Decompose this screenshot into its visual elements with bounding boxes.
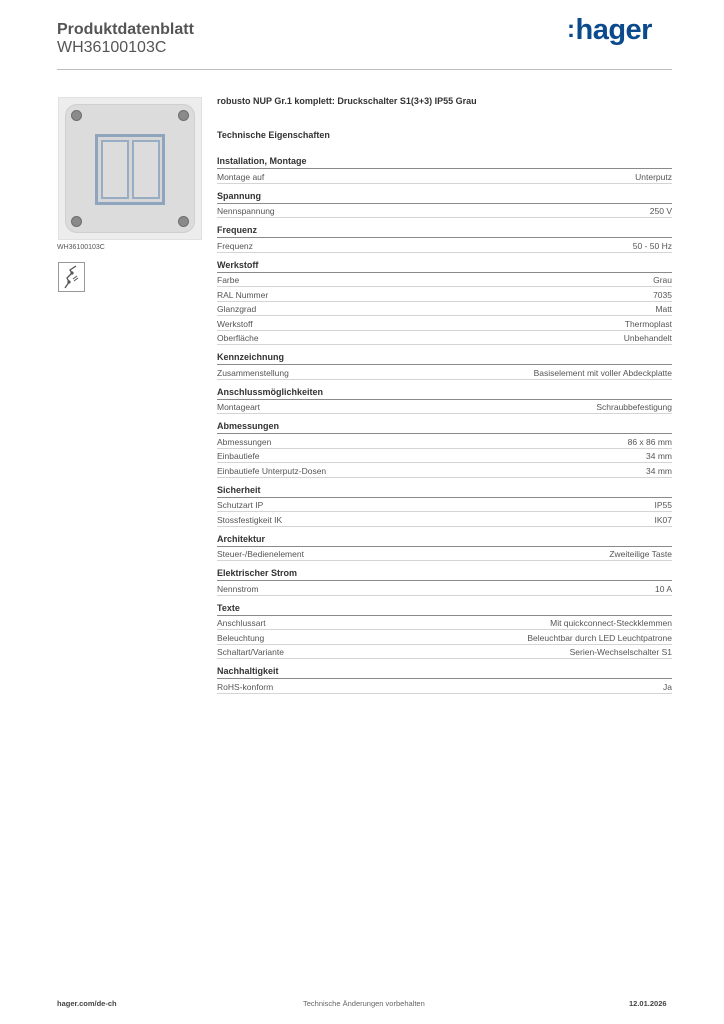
property-value: IP55 — [654, 500, 672, 510]
property-row — [217, 316, 672, 331]
switch-symbol-icon — [58, 262, 85, 292]
page-title: Produktdatenblatt — [57, 21, 194, 38]
property-section — [217, 190, 672, 219]
section-heading: Anschlussmöglichkeiten — [217, 386, 672, 400]
property-label: Einbautiefe — [217, 451, 260, 461]
property-label: Beleuchtung — [217, 632, 265, 643]
property-row — [217, 616, 672, 631]
property-value: 34 mm — [646, 465, 672, 476]
property-row — [217, 331, 672, 346]
property-row — [217, 498, 672, 513]
property-value: Basiselement mit voller Abdeckplatte — [533, 367, 672, 378]
property-label: Montage auf — [217, 171, 265, 182]
property-value: 50 - 50 Hz — [632, 240, 672, 251]
property-label: Montageart — [217, 402, 260, 412]
property-label: Einbautiefe Unterputz-Dosen — [217, 465, 327, 476]
property-value: 7035 — [653, 289, 672, 300]
property-section — [217, 155, 672, 184]
screw-icon — [71, 110, 82, 121]
properties-table — [217, 155, 672, 700]
property-row — [217, 463, 672, 478]
property-label: Werkstoff — [217, 318, 253, 329]
property-row — [217, 512, 672, 527]
property-value: Matt — [655, 304, 672, 314]
property-value: Schraubbefestigung — [596, 402, 672, 412]
property-row — [217, 287, 672, 302]
property-label: Farbe — [217, 275, 240, 285]
property-row — [217, 204, 672, 219]
property-row — [217, 449, 672, 464]
property-value: Beleuchtbar durch LED Leuchtpatrone — [527, 632, 672, 643]
property-section — [217, 259, 672, 346]
property-value: Unterputz — [635, 171, 672, 182]
product-image — [58, 97, 202, 240]
section-heading: Frequenz — [217, 224, 672, 238]
property-section — [217, 420, 672, 478]
footer-disclaimer: Technische Änderungen vorbehalten — [303, 999, 425, 1008]
property-value: 34 mm — [646, 451, 672, 461]
rocker-right — [132, 140, 160, 199]
property-row — [217, 238, 672, 253]
image-caption: WH36100103C — [57, 244, 105, 251]
property-value: 86 x 86 mm — [627, 436, 672, 447]
property-row — [217, 581, 672, 596]
property-value: 250 V — [649, 206, 672, 216]
property-label: Zusammenstellung — [217, 367, 289, 378]
screw-icon — [178, 216, 189, 227]
property-label: Nennstrom — [217, 583, 259, 594]
screw-icon — [178, 110, 189, 121]
property-value: Serien-Wechselschalter S1 — [569, 647, 672, 657]
switch-plate — [65, 104, 195, 233]
property-label: RAL Nummer — [217, 289, 269, 300]
hager-logo: :hager — [567, 14, 652, 46]
footer-website[interactable]: hager.com/de-ch — [57, 999, 117, 1008]
property-row — [217, 630, 672, 645]
section-heading: Spannung — [217, 190, 672, 204]
property-section — [217, 567, 672, 596]
property-section — [217, 224, 672, 253]
property-row — [217, 273, 672, 288]
property-value: Unbehandelt — [623, 333, 672, 343]
section-heading: Texte — [217, 602, 672, 616]
footer-date: 12.01.2026 — [629, 999, 667, 1008]
property-label: Frequenz — [217, 240, 253, 251]
property-label: Schutzart IP — [217, 500, 264, 510]
article-number: WH36100103C — [57, 39, 167, 56]
property-section — [217, 386, 672, 415]
property-label: Nennspannung — [217, 206, 275, 216]
property-section — [217, 533, 672, 562]
property-value: Thermoplast — [624, 318, 672, 329]
property-value: Mit quickconnect-Steckklemmen — [550, 618, 672, 628]
tech-properties-title: Technische Eigenschaften — [217, 130, 330, 140]
property-label: Oberfläche — [217, 333, 259, 343]
property-label: Schaltart/Variante — [217, 647, 284, 657]
property-value: IK07 — [654, 514, 672, 525]
screw-icon — [71, 216, 82, 227]
section-heading: Architektur — [217, 533, 672, 547]
property-row — [217, 547, 672, 562]
property-row — [217, 169, 672, 184]
property-value: Ja — [663, 681, 672, 692]
rocker-left — [101, 140, 129, 199]
property-section — [217, 351, 672, 380]
property-label: Anschlussart — [217, 618, 266, 628]
section-heading: Kennzeichnung — [217, 351, 672, 365]
property-section — [217, 665, 672, 694]
property-label: Abmessungen — [217, 436, 272, 447]
property-section — [217, 484, 672, 527]
property-row — [217, 434, 672, 449]
property-row — [217, 365, 672, 380]
property-row — [217, 679, 672, 694]
property-label: RoHS-konform — [217, 681, 274, 692]
property-row — [217, 645, 672, 660]
property-section — [217, 602, 672, 660]
property-value: 10 A — [654, 583, 672, 594]
section-heading: Sicherheit — [217, 484, 672, 498]
logo-text: hager — [575, 14, 652, 46]
section-heading: Installation, Montage — [217, 155, 672, 169]
section-heading: Nachhaltigkeit — [217, 665, 672, 679]
section-heading: Werkstoff — [217, 259, 672, 273]
property-label: Steuer-/Bedienelement — [217, 549, 304, 559]
header-divider — [57, 69, 672, 70]
property-label: Stossfestigkeit IK — [217, 514, 283, 525]
section-heading: Elektrischer Strom — [217, 567, 672, 581]
property-value: Zweiteilige Taste — [609, 549, 672, 559]
property-row — [217, 302, 672, 317]
property-row — [217, 400, 672, 415]
section-heading: Abmessungen — [217, 420, 672, 434]
rocker-frame — [95, 134, 165, 205]
property-value: Grau — [653, 275, 672, 285]
product-description: robusto NUP Gr.1 komplett: Druckschalter S1(3+3) IP55 Grau — [217, 96, 477, 106]
property-label: Glanzgrad — [217, 304, 257, 314]
